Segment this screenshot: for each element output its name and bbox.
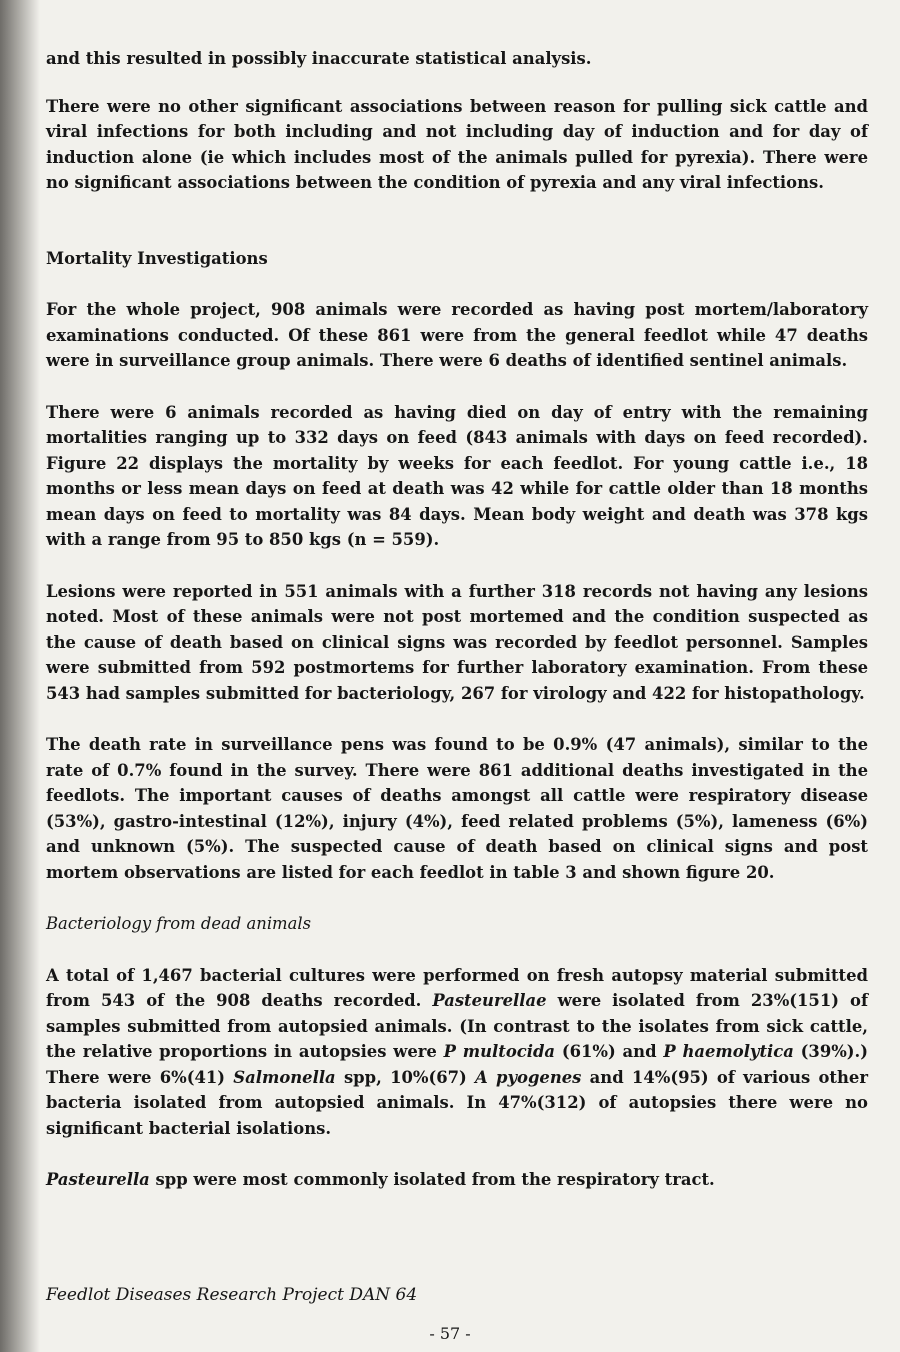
paragraph-lesions: Lesions were reported in 551 animals with a further 318 records not having any lesions noted. Most of these animals were not post mortemed and the condition suspected as the cause of death based on clinical signs was recorded by feedlot personnel. Samples were submitted from 592 postmortems for further laboratory examination. From these 543 had samples submitted for bacteriology, 267 for virology and 422 for histopathology. (46, 581, 868, 703)
paragraph-bacterial-cultures: A total of 1,467 bacterial cultures were performed on fresh autopsy material submitted from 543 of the 908 deaths recorded. Pasteurellae were isolated from 23%(151) of samples submitted from autopsied animals. (In contrast to the isolates from sick cattle, the relative proportions in autopsies were P multocida (61%) and P haemolytica (39%).) There were 6%(41) Salmonella spp, 10%(67) A pyogenes and 14%(95) of various other bacteria isolated from autopsied animals. In 47%(312) of autopsies there were no significant bacterial isolations. (46, 965, 869, 1138)
section-heading-mortality: Mortality Investigations (46, 248, 268, 268)
paragraph-death-rate: The death rate in surveillance pens was found to be 0.9% (47 animals), similar to the rate of 0.7% found in the survey. There were 861 additional deaths investigated in the feedlots. The important causes of deaths amongst all cattle were respiratory disease (53%), gastro-intestinal (12%), injury (4%), feed related problems (5%), lameness (6%) and unknown (5%). The suspected cause of death based on clinical signs and post mortem observations are listed for each feedlot in table 3 and shown figure 20. (46, 735, 868, 882)
paragraph-pasteurella-respiratory: Pasteurella spp were most commonly isolated from the respiratory tract. (46, 1170, 715, 1189)
paragraph-viral-associations: There were no other significant associations between reason for pulling sick cattle and viral infections for both including and not including day of induction and for day of induction alone (ie which includes most of the animals pulled for pyrexia). There were no significant associations between the condition of pyrexia and any viral infections. (46, 96, 868, 192)
paragraph-days-on-feed: There were 6 animals recorded as having died on day of entry with the remaining mortalities ranging up to 332 days on feed (843 animals with days on feed recorded). Figure 22 displays the mortality by weeks for each feedlot. For young cattle i.e., 18 months or less mean days on feed at death was 42 while for cattle older than 18 months mean days on feed to mortality was 84 days. Mean body weight and death was 378 kgs with a range from 95 to 850 kgs (n = 559). (46, 402, 868, 549)
paragraph-project-examinations: For the whole project, 908 animals were recorded as having post mortem/laboratory examinations conducted. Of these 861 were from the general feedlot while 47 deaths were in surveillance group animals. There were 6 deaths of identified sentinel animals. (46, 300, 868, 370)
page-edge-shadow (0, 0, 40, 1352)
subsection-heading-bacteriology: Bacteriology from dead animals (46, 914, 312, 933)
page-number: - 57 - (429, 1324, 471, 1343)
document-body (46, 46, 868, 1193)
footer-project-title: Feedlot Diseases Research Project DAN 64 (46, 1285, 418, 1305)
paragraph-statistical-analysis: and this resulted in possibly inaccurate statistical analysis. (46, 49, 592, 68)
